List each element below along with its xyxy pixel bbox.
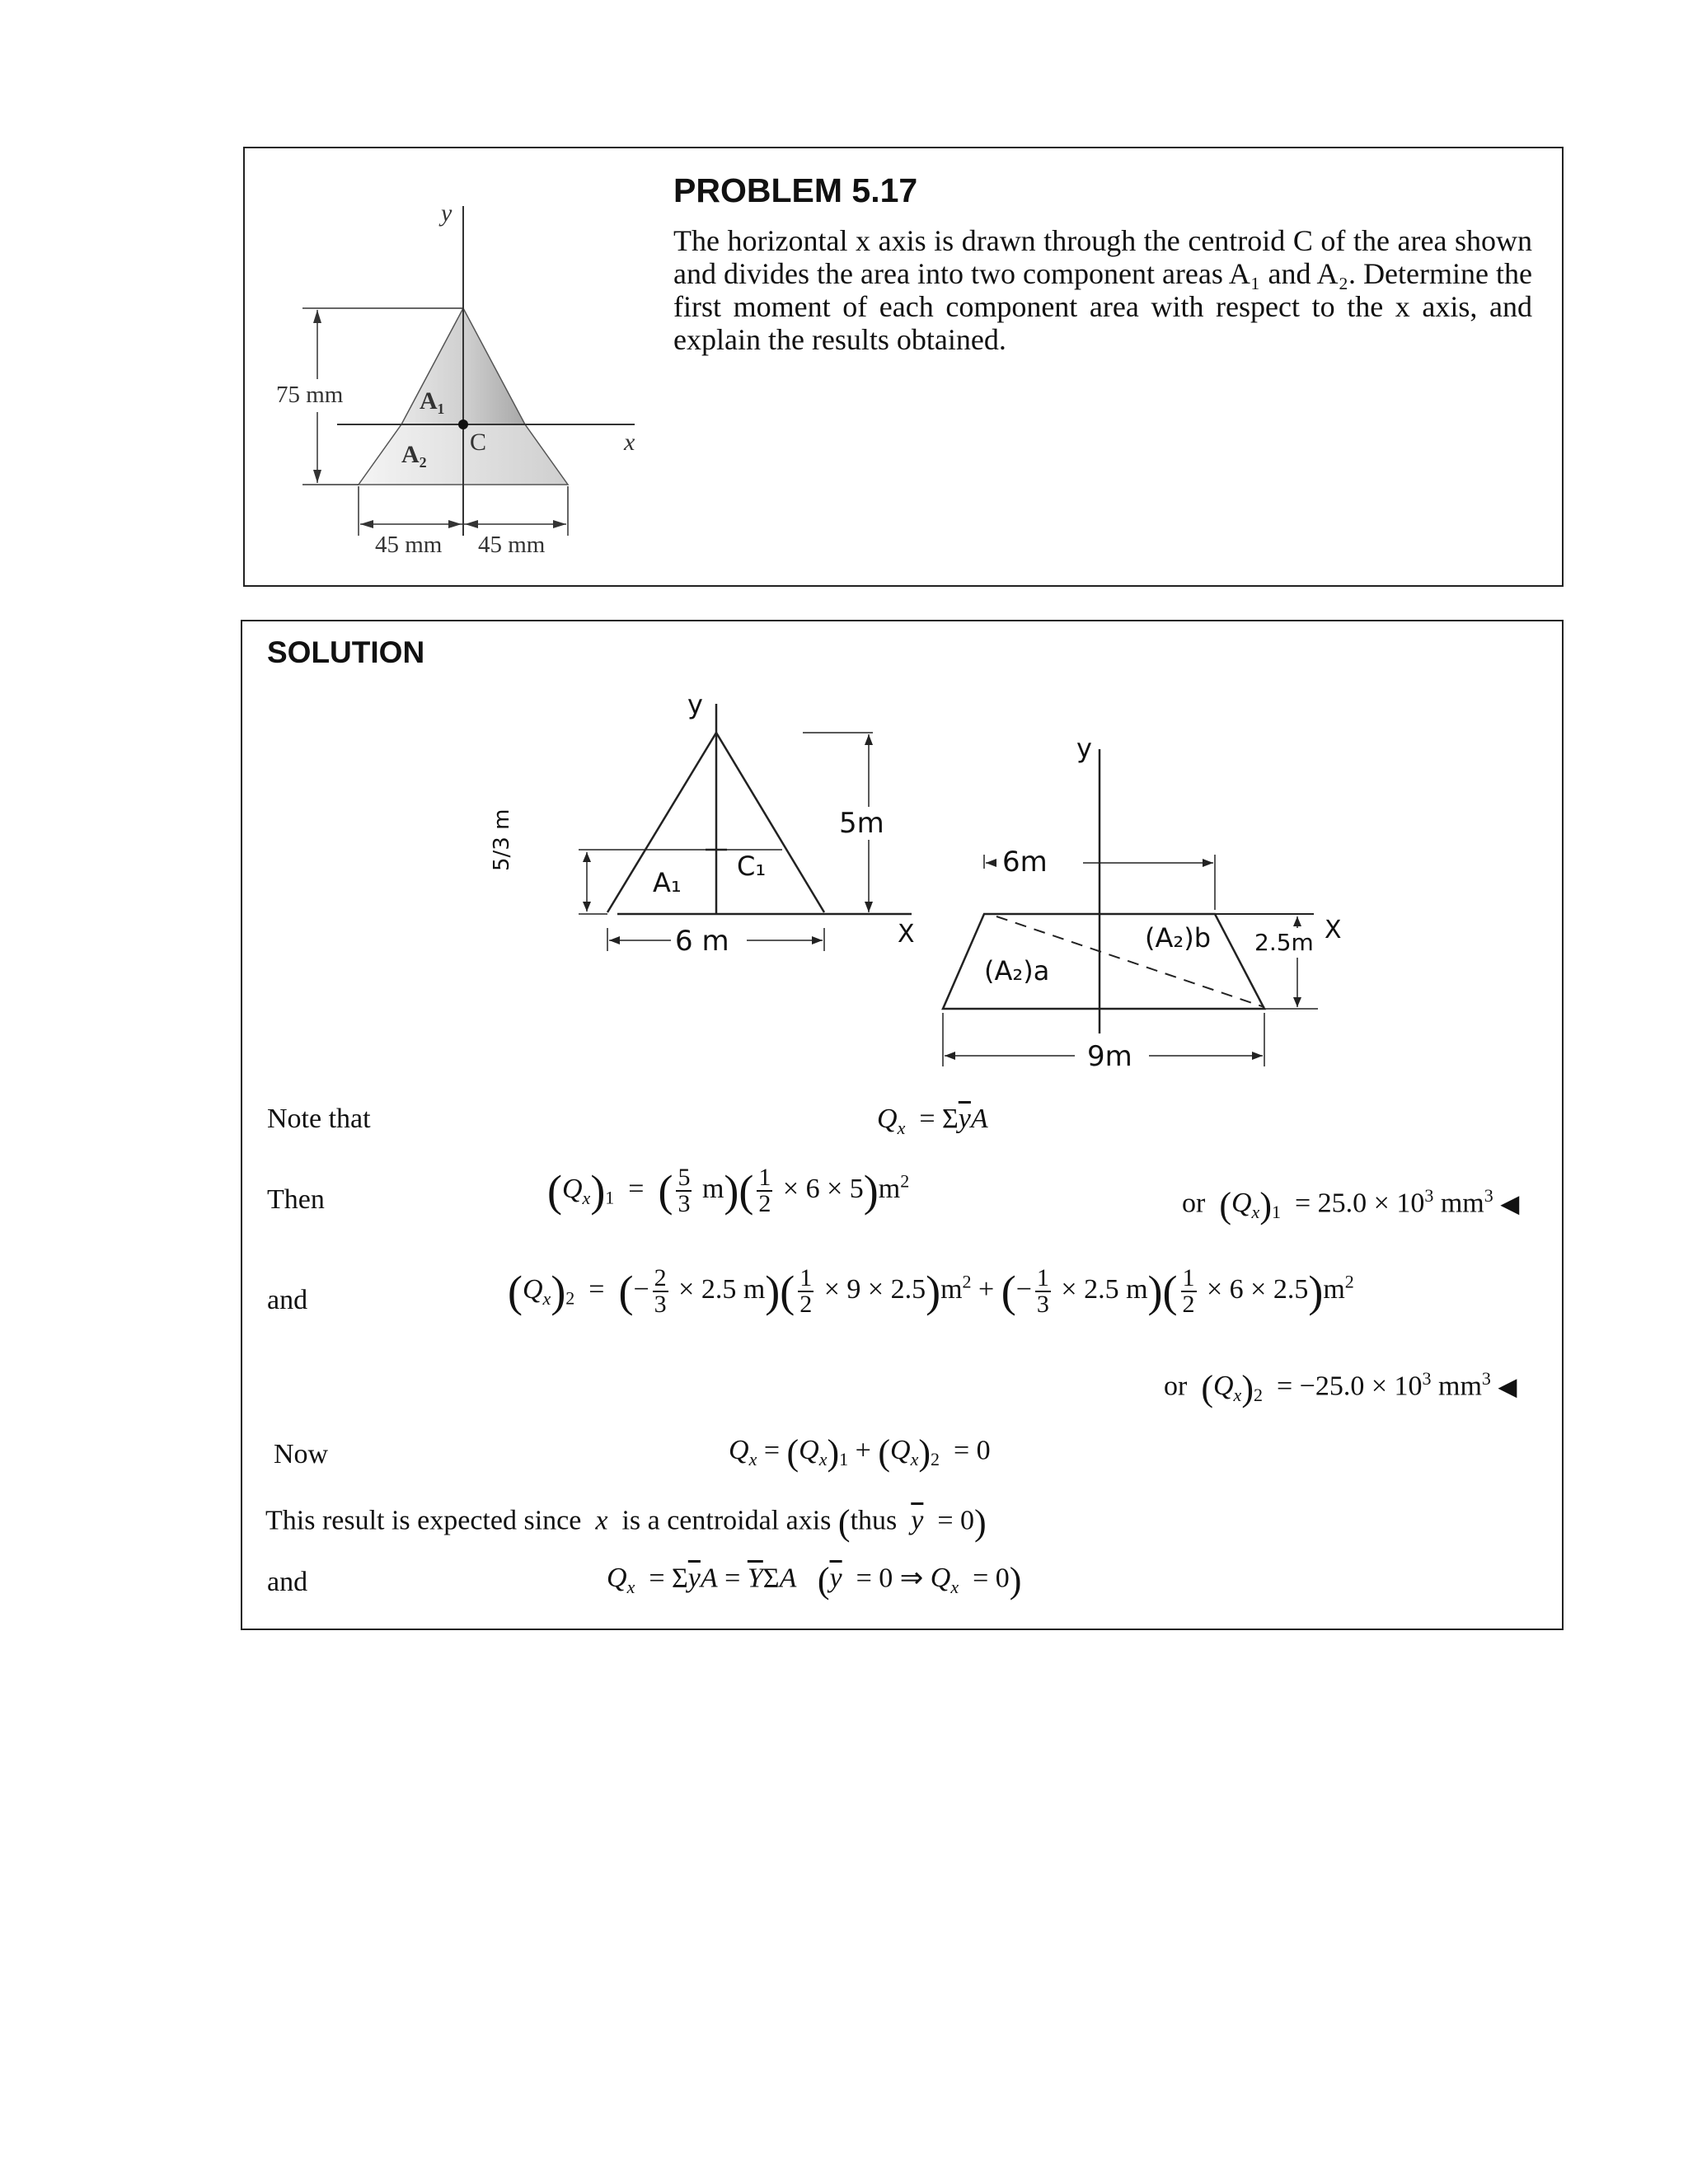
eq-final: $Q_x = \Sigma\overline{y}A = \overline{Y}\Sigma A$ ($\overline{y} = 0$ ⇒ $Q_x = 0$) [607,1560,1022,1601]
sketch-top-6m: 6m [1002,846,1048,879]
fig-centroid-label: C [470,429,487,456]
fig-y-label: y [441,199,452,227]
eq-expected: This result is expected since x is a centroidal axis (thus $\overline{y} = 0$) [265,1502,987,1543]
sketch-height-5-3m: 5/3 m [490,808,514,871]
fig-area1-label: A₁ [420,387,445,415]
sketch-x-label-2: X [1325,916,1342,944]
eq-qx-definition: $Q_x = \Sigma\overline{y}A$ [877,1104,988,1138]
sketch-base-9m: 9m [1087,1040,1132,1073]
unit-2: mm [1438,1371,1482,1402]
eq-q1: $(Q_x)_1$ = ( $\frac{5}{3}$ m)( $\frac{1}{2}$ × $6 \times 5)m^2$ [547,1164,910,1217]
sketch-c1-label: C₁ [737,851,767,882]
q1-result: = 25.0 × 10 [1294,1188,1425,1219]
eq-q2: $(Q_x)_2$ = (− $\frac{2}{3}$ × 2.5 m)( $\frac{1}{2}$ × $9 \times 2.5)m^2$ + (− $\frac{1}{3}$ × 2.5 m)( $\frac{1}{2}$ × $6 \times 2.5)m^2$ [508,1264,1354,1318]
fig-left-width-label: 45 mm [375,532,443,558]
eq-q1-result: or $(Q_x)_1 = 25.0 \times 10^3$ $mm^3$ ◀ [1182,1184,1520,1226]
or-2: or [1164,1371,1188,1402]
label-and-2: and [267,1567,308,1597]
problem-title: PROBLEM 5.17 [673,171,918,209]
sketch-a2a-label: (A₂)a [984,955,1050,987]
label-note-that: Note that [267,1104,371,1134]
fig-height-label: 75 mm [276,382,344,408]
sketch-height-5m: 5m [839,807,884,840]
problem-box [243,147,1564,587]
solution-sketch [242,621,1565,1083]
sketch-base-6m: 6 m [675,925,729,958]
label-then: Then [267,1184,325,1215]
fig-area2-label: A₂ [401,441,427,468]
eq-qx-sum: $Q_x = (Q_x)_1 + (Q_x)_2 = 0$ [729,1432,991,1473]
problem-text: The horizontal x axis is drawn through the centroid C of the area shown and divides the area into two component areas A₁ and A₂. Determine the first moment of each component area with respect to the x axis, and explain the results obtained. [673,224,1532,356]
sketch-y-label-1: y [687,689,703,720]
fig-x-label: x [624,429,635,456]
q2-result: = −25.0 × 10 [1276,1371,1423,1402]
eq-q2-result: or $(Q_x)_2 = -25.0 \times 10^3$ $mm^3$ ◀ [1164,1367,1517,1408]
label-and-1: and [267,1285,308,1315]
centroid-dot [458,419,468,429]
sketch-a1-label: A₁ [653,867,682,898]
fig-right-width-label: 45 mm [478,532,546,558]
solution-title: SOLUTION [267,635,425,669]
solution-box [241,620,1564,1630]
sketch-x-label-1: X [898,920,915,949]
label-now: Now [274,1439,329,1469]
expected-text: This result is expected since [265,1505,582,1536]
or-1: or [1182,1188,1206,1219]
sketch-a2b-label: (A₂)b [1145,922,1211,954]
sketch-y-label-2: y [1076,733,1092,764]
sketch-height-2-5m: 2.5m [1254,929,1314,956]
unit-1: mm [1440,1188,1484,1219]
